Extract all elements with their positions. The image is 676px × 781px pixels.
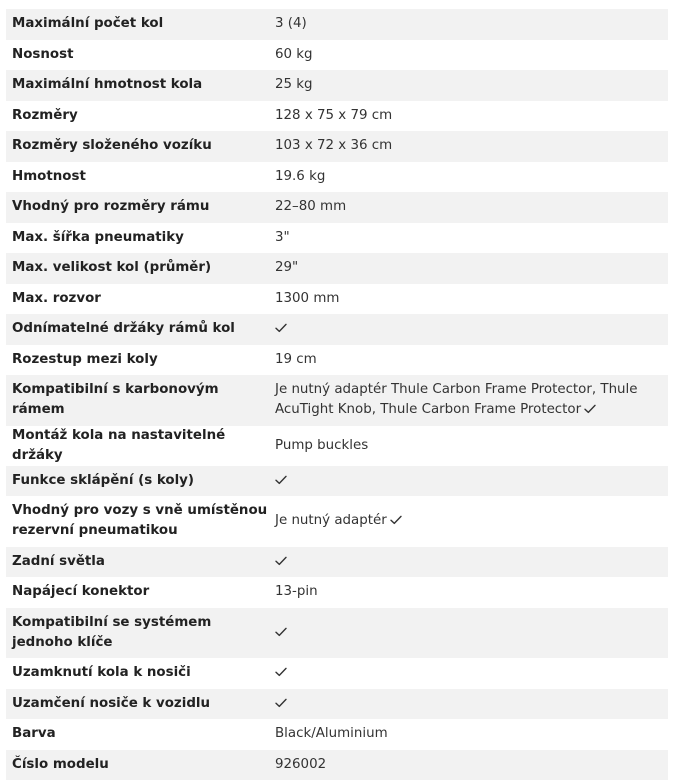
- spec-label: Max. velikost kol (průměr): [12, 260, 212, 276]
- spec-value: [269, 582, 668, 602]
- spec-value: [269, 350, 668, 370]
- spec-row: [6, 9, 668, 40]
- spec-label: Číslo modelu: [12, 756, 109, 772]
- spec-value-text: Pump buckles: [275, 437, 369, 453]
- spec-label: Nosnost: [12, 46, 74, 62]
- spec-label: Hmotnost: [12, 168, 86, 184]
- spec-value-text: Black/Aluminium: [275, 726, 388, 742]
- spec-value: [269, 45, 668, 65]
- spec-row: [6, 70, 668, 101]
- checkmark-icon: [275, 627, 287, 637]
- spec-label: Rozestup mezi koly: [12, 351, 158, 367]
- checkmark-icon: [275, 698, 287, 708]
- spec-row: [6, 375, 668, 426]
- spec-value-text: 19 cm: [275, 351, 317, 367]
- spec-row: [6, 426, 668, 466]
- spec-label: Maximální počet kol: [12, 16, 164, 32]
- spec-label: Montáž kola na nastavitelné držáky: [12, 427, 226, 463]
- spec-value: [269, 623, 668, 643]
- spec-value: [269, 167, 668, 187]
- spec-row: [6, 658, 668, 689]
- spec-label: Uzamknutí kola k nosiči: [12, 665, 191, 681]
- spec-label: Vhodný pro rozměry rámu: [12, 199, 210, 215]
- spec-row: [6, 689, 668, 720]
- spec-value-text: Je nutný adaptér: [275, 513, 387, 529]
- spec-label: Rozměry složeného vozíku: [12, 138, 212, 154]
- spec-value: [269, 258, 668, 278]
- spec-value-text: 128 x 75 x 79 cm: [275, 107, 393, 123]
- spec-label: Funkce sklápění (s koly): [12, 472, 195, 488]
- spec-value-text: 22–80 mm: [275, 199, 347, 215]
- spec-value: [269, 663, 668, 683]
- spec-value-text: 29": [275, 260, 299, 276]
- checkmark-icon: [275, 556, 287, 566]
- spec-label: Zadní světla: [12, 553, 105, 569]
- spec-label: Odnímatelné držáky rámů kol: [12, 321, 235, 337]
- spec-value-text: 3": [275, 229, 290, 245]
- spec-value-text: 3 (4): [275, 16, 307, 32]
- spec-row: [6, 284, 668, 315]
- spec-label: Max. rozvor: [12, 290, 101, 306]
- spec-row: [6, 608, 668, 659]
- spec-value: [269, 755, 668, 775]
- spec-value-text: 25 kg: [275, 77, 313, 93]
- checkmark-icon: [584, 404, 596, 414]
- spec-value: [269, 289, 668, 309]
- spec-value: [269, 552, 668, 572]
- spec-row: [6, 253, 668, 284]
- spec-value: [269, 436, 668, 456]
- spec-row: [6, 547, 668, 578]
- spec-value-text: 13-pin: [275, 584, 318, 600]
- spec-value: [269, 380, 668, 420]
- spec-row: [6, 223, 668, 254]
- spec-label: Max. šířka pneumatiky: [12, 229, 184, 245]
- spec-value-text: 103 x 72 x 36 cm: [275, 138, 393, 154]
- spec-value: [269, 75, 668, 95]
- spec-row: [6, 577, 668, 608]
- spec-value: [269, 511, 668, 531]
- spec-row: [6, 192, 668, 223]
- spec-row: [6, 496, 668, 547]
- spec-label: Rozměry: [12, 107, 78, 123]
- spec-value: [269, 228, 668, 248]
- checkmark-icon: [275, 667, 287, 677]
- spec-row: [6, 131, 668, 162]
- spec-value-text: 1300 mm: [275, 290, 340, 306]
- spec-row: [6, 314, 668, 345]
- spec-value-text: 926002: [275, 756, 327, 772]
- spec-value: [269, 14, 668, 34]
- spec-value: [269, 106, 668, 126]
- spec-label: Barva: [12, 726, 56, 742]
- spec-row: [6, 719, 668, 750]
- spec-value-text: 19.6 kg: [275, 168, 326, 184]
- spec-value-text: Je nutný adaptér Thule Carbon Frame Protector, Thule AcuTight Knob, Thule Carbon Frame Protector: [275, 382, 638, 418]
- checkmark-icon: [390, 515, 402, 525]
- spec-value: [269, 319, 668, 339]
- spec-value: [269, 694, 668, 714]
- spec-value: [269, 724, 668, 744]
- spec-row: [6, 101, 668, 132]
- spec-table: [6, 9, 668, 780]
- spec-row: [6, 466, 668, 497]
- spec-value: [269, 136, 668, 156]
- checkmark-icon: [275, 323, 287, 333]
- spec-label: Maximální hmotnost kola: [12, 77, 203, 93]
- spec-label: Napájecí konektor: [12, 584, 150, 600]
- spec-row: [6, 750, 668, 781]
- spec-label: Vhodný pro vozy s vně umístěnou rezervní pneumatikou: [12, 503, 268, 539]
- spec-row: [6, 40, 668, 71]
- spec-label: Kompatibilní s karbonovým rámem: [12, 382, 219, 418]
- spec-row: [6, 345, 668, 376]
- spec-value: [269, 197, 668, 217]
- spec-value-text: 60 kg: [275, 46, 313, 62]
- spec-value: [269, 471, 668, 491]
- spec-label: Kompatibilní se systémem jednoho klíče: [12, 614, 212, 650]
- checkmark-icon: [275, 475, 287, 485]
- spec-label: Uzamčení nosiče k vozidlu: [12, 695, 211, 711]
- spec-row: [6, 162, 668, 193]
